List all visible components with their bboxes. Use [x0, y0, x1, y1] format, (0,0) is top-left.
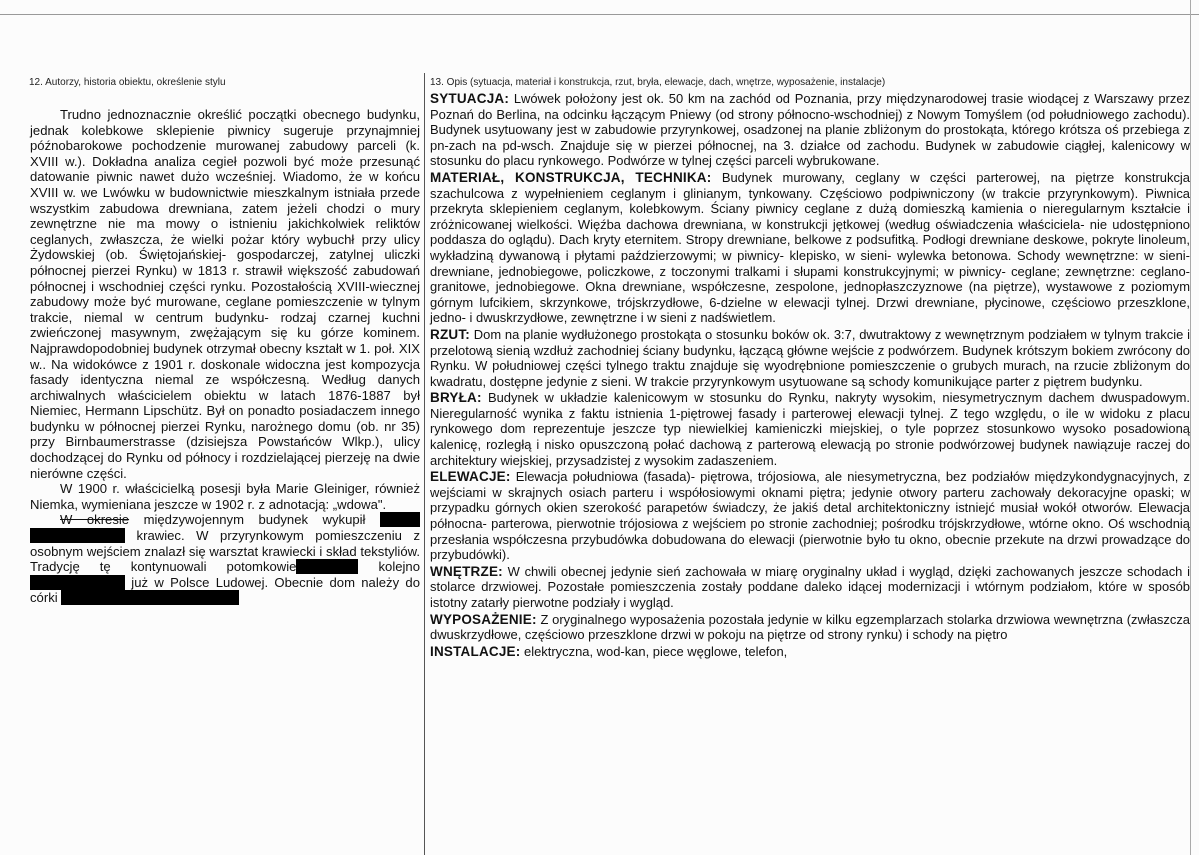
history-column: [30, 107, 420, 606]
history-text-fragment: międzywojennym budynek wykupił: [129, 512, 380, 528]
section-title: BRYŁA:: [430, 390, 482, 406]
redaction-box: [30, 575, 125, 590]
description-section-header: 13. Opis (sytuacja, materiał i konstrukcja, rzut, bryła, elewacje, dach, wnętrze, wyposażenie, instalacje): [430, 77, 886, 88]
section-situation: [430, 91, 1190, 169]
scan-border-top: [0, 14, 1199, 15]
history-text-fragment: krawiec. W przyrynkowym pomieszczeniu z osobnym wejściem znalazł się warsztat krawiecki i skład tekstyliów. Tradycję tę kontynuowali potomkowie: [30, 528, 420, 575]
section-equipment: [430, 612, 1190, 643]
section-text: Z oryginalnego wyposażenia pozostała jedynie w kilku egzemplarzach stolarka drzwiowa wewnętrzna (zwłaszcza dwuskrzydłowe, częściowo przeszklone drzwi w pokoju na piętrze od strony rynku) i schody na piętro: [430, 611, 1190, 643]
history-section-header: 12. Autorzy, historia obiektu, określenie stylu: [29, 77, 226, 88]
section-text: W chwili obecnej jedynie sień zachowała w miarę oryginalny układ i wygląd, dzięki zachowanych jeszcze schodach i stolarce drzwiowej. Pozostałe pomieszczenia zostały poddane daleko idącej modernizacji i wtórnym podziałom, które w sposób istotny zatarły pierwotne podziały i wygląd.: [430, 563, 1190, 610]
history-text-fragment: już w Polsce Ludowej. Obecnie dom należy do córki: [30, 574, 420, 606]
section-title: SYTUACJA:: [430, 91, 510, 106]
section-mass: [430, 390, 1190, 468]
section-elevations: [430, 469, 1190, 563]
column-divider: [424, 73, 425, 855]
section-installations: [430, 644, 1190, 660]
section-text: Lwówek położony jest ok. 50 km na zachód od Poznania, przy międzynarodowej trasie wiodącej z Warszawy przez Poznań do Berlina, na odcinku łączącym Pniewy (od strony północno-wschodniej) z Nowym Tomyślem (od południowego zachodu). Budynek usytuowany jest w zabudowie przyrynkowej, osadzonej na planie zbliżonym do prostokąta, którego krótsza oś przebiega z pn-zach na pd-wsch. Znajduje się w pierzei północnej, na 3. działce od zachodu. Budynek w zabudowie ciągłej, kalenicowy w stosunku do placu rynkowego. Podwórze w tylnej części parceli wybrukowane.: [430, 91, 1190, 169]
section-title: WNĘTRZE:: [430, 563, 503, 579]
section-plan: [430, 327, 1190, 389]
redaction-box: [61, 590, 239, 605]
section-title: MATERIAŁ, KONSTRUKCJA, TECHNIKA:: [430, 169, 712, 185]
history-text-fragment: kolejno: [378, 559, 420, 575]
section-text: Dom na planie wydłużonego prostokąta o stosunku boków ok. 3:7, dwutraktowy z wewnętrznym podziałem w tylnym trakcie i przelotową sienią wzdłuż zachodniej ściany budynku, łączącą główne wejście z podwórzem. Budynek krótszym bokiem zwrócony do Rynku. W południowej części tylnego traktu znajduje się wyodrębnione pomieszczenie o grubych murach, na rzucie zbliżonym do kwadratu, dostępne jedynie z sieni. W trakcie przyrynkowym usytuowane są schody komunikujące parter z piętrem budynku.: [430, 326, 1190, 389]
struck-text: W okresie: [60, 512, 130, 528]
redaction-box: [30, 528, 125, 543]
description-column: [430, 91, 1190, 660]
history-paragraph-3: [30, 512, 420, 606]
section-title: RZUT:: [430, 326, 470, 342]
section-text: Budynek murowany, ceglany w części parterowej, na piętrze konstrukcja szachulcowa z wypełnieniem ceglanym i glinianym, tynkowany. Częściowo podpiwniczony (w trakcie przyrynkowym). Piwnica przekryta sklepieniem ceglanym, kolebkowym. Ściany piwnicy ceglane z dużą domieszką kamienia o nieregularnym kształcie i zróżnicowanej wielkości. Więźba dachowa drewniana, w konstrukcji jętkowej (według oświadczenia właściciela- nie udostępniono poddasza do oglądu). Dach kryty eternitem. Stropy drewniane, belkowe z podsufitką. Podłogi drewniane deskowe, pokryte linoleum, wykładziną dywanową i płytami paździerzowymi; w piwnicy- klepisko, w sieni- wylewka betonowa. Schody wewnętrzne: w sieni- drewniane, jednobiegowe, policzkowe, z toczonymi tralkami i słupami konstrukcyjnymi; w piwnicy- ceglane; zewnętrzne: ceglano-granitowe, jednobiegowe. Okna drewniane, współczesne, zespolone, jednopłaszczyznowe (na piętrze), wystawowe z poziomym górnym lufcikiem, skrzynkowe, trójskrzydłowe, 6-dzielne w elewacji tylnej. Drzwi drewniane, płycinowe, częściowo przeszklone, jedno- i dwuskrzydłowe, zewnętrzne i w sieni z nadświetlem.: [430, 169, 1191, 326]
section-text: Elewacja południowa (fasada)- piętrowa, trójosiowa, ale niesymetryczna, bez podziałów międzykondygnacyjnych, z wejściami w skrajnych osiach parteru i współosiowymi oknami piętra; jedynie otwory parteru zachowały dekoracyjne opaski; w przypadku górnych okien szerokość parapetów świadczy, że jakiś detal architektoniczny istniejć musiał wokół otworów. Elewacja północna- parterowa, pierwotnie trójosiowa z wejściem po stronie zachodniej; pośrodku trójskrzydłowe, wtórne okno. Oś wschodnią przesłania współczesna przybudówka dobudowana do elewacji (pierwotnie było tu okno, obecnie przekute na drzwi prowadzące do przybudówki).: [430, 469, 1190, 563]
scan-border-right: [1190, 0, 1191, 855]
section-text: Budynek w układzie kalenicowym w stosunku do Rynku, nakryty wysokim, niesymetrycznym dachem dwuspadowym. Nieregularność wynika z faktu istnienia 1-piętrowej fasady i parterowej elewacji tylnej. Z tego względu, o ile w widoku z placu rynkowego dom reprezentuje jeszcze typ niewielkiej kamieniczki miejskiej, o tyle poprzez stosunkowo wysoko posadowioną kalenicę, rozległą i nisko opuszczoną połać dachową z parterową elewacją po stronie podwórzowej budynek nawiązuje raczej do architektury wiejskiej, przysadzistej z wysokim zadaszeniem.: [430, 390, 1190, 468]
history-paragraph-1: Trudno jednoznacznie określić początki obecnego budynku, jednak kolebkowe sklepienie piwnicy sugeruje przynajmniej późnobarokowe pochodzenie murowanej zabudowy parceli (k. XVIII w.). Dokładna analiza cegieł pozwoli być może przesunąć datowanie piwnic nawet dużo wcześniej. Wiadomo, że w końcu XVIII w. we Lwówku w budownictwie mieszkalnym istniała przede wszystkim zabudowa drewniana, zatem jeżeli chodzi o mury zewnętrzne nie ma mowy o istnieniu jakichkolwiek reliktów ceglanych, zwłaszcza, że wielki pożar który wybuchł przy ulicy Żydowskiej (ob. Świętojańskiej- gospodarczej, zatylnej uliczki północnej pierzei Rynku) w 1813 r. strawił większość zabudowań północnej i wschodniej części rynku. Pozostałością XVIII-wiecznej zabudowy może być murowane, ceglane pomieszczenie w tylnym trakcie, niemal w centrum budynku- rodzaj czarnej kuchni zwieńczonej masywnym, zwężającym się ku górze kominem. Najprawdopodobniej budynek otrzymał obecny kształt w 1. poł. XIX w.. Na widokówce z 1901 r. doskonale widoczna jest kompozycja fasady identyczna niemal ze współczesną. Według danych archiwalnych właścicielem obiektu w latach 1876-1887 był Niemiec, Hermann Lipschütz. Był on ponadto posiadaczem innego budynku w północnej pierzei Rynku, narożnego domu (ob. nr 35) przy Birnbaumerstrasse (dzisiejsza Powstańców Wlkp.), ulicy dochodzącej do Rynku od północy i rozdzielającej pierzeję na dwie nierówne części.: [30, 107, 420, 481]
section-title: ELEWACJE:: [430, 469, 511, 485]
section-title: WYPOSAŻENIE:: [430, 611, 537, 627]
section-interior: [430, 564, 1190, 611]
history-paragraph-2: W 1900 r. właścicielką posesji była Marie Gleiniger, również Niemka, wymieniana jeszcze w 1902 r. z adnotacją: „wdowa".: [30, 481, 420, 512]
section-text: elektryczna, wod-kan, piece węglowe, telefon,: [520, 643, 788, 659]
section-material: [430, 170, 1190, 326]
redaction-box: [296, 559, 358, 574]
section-title: INSTALACJE:: [430, 643, 521, 659]
redaction-box: [380, 512, 420, 527]
